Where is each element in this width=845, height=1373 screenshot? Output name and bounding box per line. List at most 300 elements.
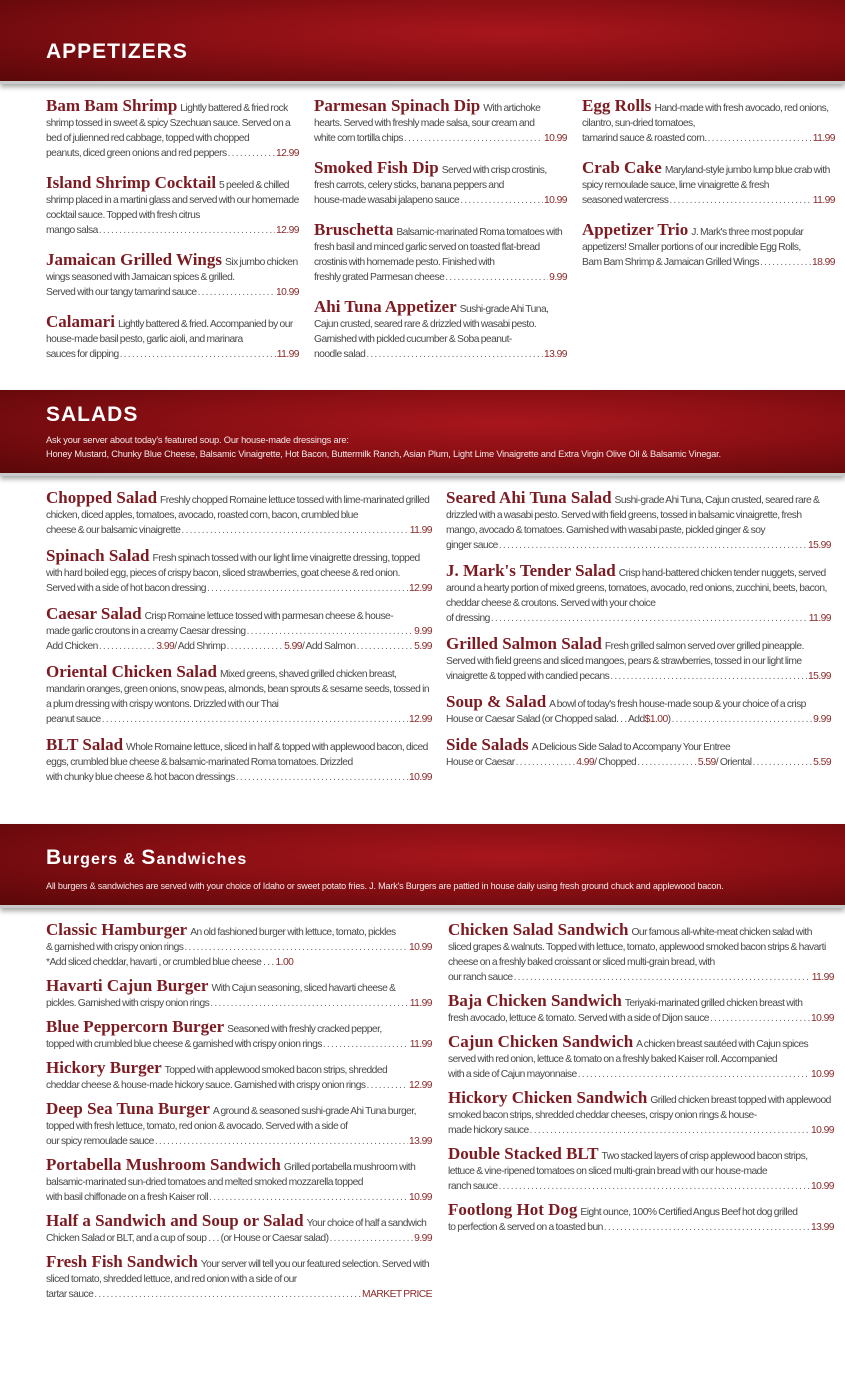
dot-leader bbox=[207, 581, 408, 596]
menu-item bbox=[582, 98, 835, 146]
item-description: Served with crisp crostinis, fresh carrots, celery sticks, banana peppers and bbox=[314, 165, 547, 191]
item-name: Havarti Cajun Burger bbox=[46, 976, 209, 995]
item-name: Bruschetta bbox=[314, 220, 394, 239]
item-text bbox=[448, 922, 834, 970]
dot-leader bbox=[760, 255, 811, 270]
menu-item bbox=[314, 222, 567, 285]
item-description-end: sauces for dipping bbox=[46, 349, 119, 360]
dot-leader bbox=[610, 669, 807, 684]
item-text bbox=[46, 1157, 432, 1190]
item-price: 12.99 bbox=[275, 148, 299, 159]
item-text bbox=[314, 98, 567, 131]
dressings-note: Honey Mustard, Chunky Blue Cheese, Balsamic Vinaigrette, Hot Bacon, Buttermilk Ranch, Asian Plum, Light Lime Vinaigrette and Extra Virgin Olive Oil & Balsamic Vinegar. bbox=[46, 449, 721, 459]
price-line bbox=[314, 193, 567, 208]
item-description-end: freshly grated Parmesan cheese bbox=[314, 272, 445, 283]
item-price: 11.99 bbox=[409, 998, 432, 1009]
dot-leader bbox=[578, 1067, 810, 1082]
item-text bbox=[46, 978, 432, 996]
price-line bbox=[46, 1078, 432, 1093]
item-text bbox=[46, 1101, 432, 1134]
item-price: 15.99 bbox=[807, 671, 831, 682]
item-description: Sushi-grade Ahi Tuna, Cajun crusted, seared rare & drizzled with wasabi pesto. Garnished with pickled cucumber & Soba peanut- bbox=[314, 304, 549, 345]
paren: ) bbox=[667, 714, 671, 725]
dot-leader bbox=[236, 770, 408, 785]
menu-item bbox=[46, 1101, 432, 1149]
item-name: BLT Salad bbox=[46, 735, 124, 754]
item-name: Spinach Salad bbox=[46, 546, 150, 565]
item-price: 10.99 bbox=[543, 195, 567, 206]
salads-col-1 bbox=[46, 490, 432, 795]
menu-item bbox=[46, 548, 432, 596]
price-line bbox=[314, 347, 567, 362]
item-description: Sushi-grade Ahi Tuna, Cajun crusted, seared rare & drizzled with a wasabi pesto. Served with field greens, tossed in balsamic vinaigrette, fresh mango, avocado & tomatoes. Garnished with wasabi paste, pickled ginger & soy bbox=[446, 495, 820, 536]
item-description-end: seasoned watercress bbox=[582, 195, 669, 206]
option-price: 5.59 bbox=[697, 757, 716, 768]
price-line bbox=[46, 940, 432, 955]
menu-item bbox=[46, 98, 299, 161]
item-description-end: Bam Bam Shrimp & Jamaican Grilled Wings bbox=[582, 257, 759, 268]
menu-item bbox=[448, 993, 834, 1026]
dot-leader bbox=[198, 285, 275, 300]
item-text bbox=[46, 606, 432, 624]
dot-leader bbox=[155, 1134, 408, 1149]
price-line bbox=[582, 193, 835, 208]
price-line bbox=[46, 1190, 432, 1205]
option-label: / Add Shrimp bbox=[174, 641, 226, 652]
burgers-col-2 bbox=[448, 922, 834, 1243]
dot-leader bbox=[228, 146, 275, 161]
price-line bbox=[46, 347, 299, 362]
menu-item bbox=[582, 222, 835, 270]
item-description: Eight ounce, 100% Certified Angus Beef hot dog grilled bbox=[580, 1207, 798, 1218]
menu-item bbox=[46, 1157, 432, 1205]
price-line bbox=[46, 1134, 432, 1149]
dot-leader bbox=[530, 1123, 810, 1138]
price-line bbox=[46, 285, 299, 300]
menu-item bbox=[448, 1034, 834, 1082]
price-line bbox=[46, 1037, 432, 1052]
item-description: A bowl of today's fresh house-made soup & your choice of a crisp bbox=[549, 699, 806, 710]
item-price: 12.99 bbox=[408, 583, 432, 594]
price-line bbox=[446, 611, 831, 626]
menu-item bbox=[46, 490, 432, 538]
item-text bbox=[446, 563, 831, 611]
item-description-end: ginger sauce bbox=[446, 540, 498, 551]
appetizers-col-3 bbox=[582, 98, 835, 284]
item-description-end: made hickory sauce bbox=[448, 1125, 529, 1136]
menu-item bbox=[448, 1090, 834, 1138]
item-description-end: cheese & our balsamic vinaigrette bbox=[46, 525, 181, 536]
item-text bbox=[448, 993, 834, 1011]
item-description: Six jumbo chicken wings seasoned with Jamaican spices & grilled. bbox=[46, 257, 298, 283]
item-name: Blue Peppercorn Burger bbox=[46, 1017, 225, 1036]
dot-leader bbox=[357, 639, 414, 654]
item-description-end: House or Caesar Salad (or Chopped salad. . . Add bbox=[446, 714, 645, 725]
item-text bbox=[446, 490, 831, 538]
dot-leader bbox=[708, 131, 812, 146]
item-price: 12.99 bbox=[408, 1080, 432, 1091]
price-line bbox=[446, 669, 831, 684]
item-text bbox=[46, 664, 432, 712]
price-line bbox=[46, 1231, 432, 1246]
item-description-end: peanut sauce bbox=[46, 714, 101, 725]
item-text bbox=[448, 1034, 834, 1067]
item-name: Bam Bam Shrimp bbox=[46, 96, 178, 115]
soup-note: Ask your server about today's featured soup. Our house-made dressings are: bbox=[46, 435, 349, 445]
item-description-end: Chicken Salad or BLT, and a cup of soup . . . (or House or Caesar salad) bbox=[46, 1233, 329, 1244]
dot-leader bbox=[102, 712, 408, 727]
options-line bbox=[46, 639, 432, 654]
item-name: Soup & Salad bbox=[446, 692, 547, 711]
item-text bbox=[46, 548, 432, 581]
item-price: 13.99 bbox=[810, 1222, 834, 1233]
menu-item bbox=[314, 98, 567, 146]
item-description-end: made garlic croutons in a creamy Caesar dressing bbox=[46, 626, 246, 637]
item-description-end: topped with crumbled blue cheese & garnished with crispy onion rings bbox=[46, 1039, 322, 1050]
menu-item bbox=[314, 160, 567, 208]
dot-leader bbox=[99, 639, 156, 654]
menu-item bbox=[314, 299, 567, 362]
item-description-end: cheddar cheese & house-made hickory sauce. Garnished with crispy onion rings bbox=[46, 1080, 366, 1091]
option-label: / Add Salmon bbox=[301, 641, 356, 652]
item-name: Grilled Salmon Salad bbox=[446, 634, 602, 653]
price-line bbox=[448, 1179, 834, 1194]
dot-leader bbox=[672, 712, 813, 727]
dot-leader bbox=[367, 1078, 408, 1093]
item-description: Grilled chicken breast topped with applewood smoked bacon strips, shredded cheddar cheeses, crispy onion rings & house- bbox=[448, 1095, 831, 1121]
price-line bbox=[448, 1123, 834, 1138]
item-text bbox=[46, 490, 432, 523]
dot-leader bbox=[516, 755, 576, 770]
dot-leader bbox=[99, 223, 275, 238]
item-description: Fresh grilled salmon served over grilled pineapple. Served with field greens and sliced mangoes, pears & strawberries, tossed in our light lime bbox=[446, 641, 804, 667]
options-line bbox=[446, 755, 831, 770]
menu-item bbox=[46, 978, 432, 1011]
item-price: 10.99 bbox=[810, 1069, 834, 1080]
item-description: Lightly battered & fried. Accompanied by our house-made basil pesto, garlic aioli, and marinara bbox=[46, 319, 293, 345]
item-name: Footlong Hot Dog bbox=[448, 1200, 578, 1219]
item-text bbox=[46, 314, 299, 347]
item-price: 10.99 bbox=[810, 1013, 834, 1024]
menu-item bbox=[446, 636, 831, 684]
item-description-end: tartar sauce bbox=[46, 1289, 94, 1300]
menu-item bbox=[446, 694, 831, 727]
item-description: Your choice of half a sandwich bbox=[306, 1218, 427, 1229]
item-price: 10.99 bbox=[810, 1125, 834, 1136]
item-description: Crisp hand-battered chicken tender nuggets, served around a hearty portion of mixed greens, tomatoes, avocado, red onions, zucchini, beets, bacon, cheddar cheese & croutons. Served with your choice bbox=[446, 568, 827, 609]
item-name: Hickory Burger bbox=[46, 1058, 162, 1077]
item-name: Half a Sandwich and Soup or Salad bbox=[46, 1211, 304, 1230]
item-description: A ground & seasoned sushi-grade Ahi Tuna burger, topped with fresh lettuce, tomato, red onion & avocado. Served with a side of bbox=[46, 1106, 416, 1132]
menu-item bbox=[46, 175, 299, 238]
item-price: 10.99 bbox=[408, 772, 432, 783]
item-text bbox=[314, 299, 567, 347]
item-text bbox=[46, 1213, 432, 1231]
item-name: Fresh Fish Sandwich bbox=[46, 1252, 198, 1271]
item-price: 11.99 bbox=[812, 195, 835, 206]
item-price: 11.99 bbox=[409, 525, 432, 536]
item-description-end: pickles. Garnished with crispy onion rings bbox=[46, 998, 210, 1009]
item-description: Fresh spinach tossed with our light lime vinaigrette dressing, topped with hard boiled egg, pieces of crispy bacon, sliced strawberries, goat cheese & red onion. bbox=[46, 553, 420, 579]
item-price: 9.99 bbox=[414, 1233, 432, 1244]
item-description-end: fresh avocado, lettuce & tomato. Served with a side of Dijon sauce bbox=[448, 1013, 709, 1024]
option-label: / Chopped bbox=[594, 757, 637, 768]
item-description: Whole Romaine lettuce, sliced in half & topped with applewood bacon, diced eggs, crumbled blue cheese & balsamic-marinated Roma tomatoes. Drizzled bbox=[46, 742, 428, 768]
item-price: 9.99 bbox=[813, 714, 831, 725]
option-price: 5.59 bbox=[813, 757, 831, 768]
item-description-end: with basil chiffonade on a fresh Kaiser roll bbox=[46, 1192, 209, 1203]
price-line bbox=[448, 970, 834, 985]
item-description: Your server will tell you our featured selection. Served with sliced tomato, shredded lettuce, and red onion with a side of our bbox=[46, 1259, 430, 1285]
addon-price: 1.00 bbox=[275, 957, 294, 968]
price-line bbox=[446, 538, 831, 553]
dot-leader bbox=[227, 639, 284, 654]
item-description-end: tamarind sauce & roasted corn. bbox=[582, 133, 707, 144]
salads-col-2 bbox=[446, 490, 831, 780]
price-line bbox=[46, 223, 299, 238]
menu-item bbox=[46, 252, 299, 300]
item-description-end: Served with our tangy tamarind sauce bbox=[46, 287, 197, 298]
item-description-end: mango salsa bbox=[46, 225, 98, 236]
dot-leader bbox=[184, 940, 408, 955]
item-description: A Delicious Side Salad to Accompany Your Entree bbox=[531, 742, 731, 753]
price-line bbox=[448, 1067, 834, 1082]
price-line bbox=[582, 255, 835, 270]
item-text bbox=[46, 1254, 432, 1287]
item-name: Portabella Mushroom Sandwich bbox=[46, 1155, 281, 1174]
dot-leader bbox=[669, 193, 811, 208]
appetizers-col-1 bbox=[46, 98, 299, 376]
section-title: Burgers & Sandwiches bbox=[46, 846, 248, 869]
price-line bbox=[446, 712, 831, 727]
item-price: 10.99 bbox=[408, 942, 432, 953]
item-name: Island Shrimp Cocktail bbox=[46, 173, 217, 192]
dot-leader bbox=[460, 193, 543, 208]
item-text bbox=[448, 1146, 834, 1179]
item-price: 13.99 bbox=[408, 1136, 432, 1147]
option-label: Add Chicken bbox=[46, 641, 98, 652]
item-text bbox=[582, 160, 835, 193]
item-text bbox=[46, 737, 432, 770]
item-price: 10.99 bbox=[275, 287, 299, 298]
item-name: Seared Ahi Tuna Salad bbox=[446, 488, 612, 507]
option-price: 5.99 bbox=[284, 641, 302, 652]
section-title: SALADS bbox=[46, 403, 139, 426]
item-description-end: house-made wasabi jalapeno sauce bbox=[314, 195, 460, 206]
menu-item bbox=[46, 1019, 432, 1052]
item-description: Lightly battered & fried rock shrimp tossed in sweet & spicy Szechuan sauce. Served on a bed of julienned red cabbage, topped with chopped bbox=[46, 103, 291, 144]
dot-leader bbox=[499, 538, 807, 553]
dot-leader bbox=[491, 611, 808, 626]
price-line bbox=[314, 270, 567, 285]
price-line bbox=[46, 581, 432, 596]
burgers-banner bbox=[0, 824, 845, 908]
item-text bbox=[46, 922, 432, 940]
item-description: Mixed greens, shaved grilled chicken breast, mandarin oranges, green onions, snow peas, almonds, bean sprouts & sesame seeds, tossed in a plum dressing with crispy wontons. Drizzled with our Thai bbox=[46, 669, 430, 710]
item-text bbox=[46, 175, 299, 223]
item-name: Chicken Salad Sandwich bbox=[448, 920, 629, 939]
menu-item bbox=[46, 737, 432, 785]
option-label: House or Caesar bbox=[446, 757, 515, 768]
item-name: Parmesan Spinach Dip bbox=[314, 96, 481, 115]
price-line bbox=[46, 712, 432, 727]
price-line bbox=[46, 624, 432, 639]
dot-leader bbox=[604, 1220, 810, 1235]
menu-item bbox=[46, 664, 432, 727]
item-description: A chicken breast sautéed with Cajun spices served with red onion, lettuce & tomato on a freshly baked Kaiser roll. Accompanied bbox=[448, 1039, 809, 1065]
item-name: Side Salads bbox=[446, 735, 529, 754]
item-price: 11.99 bbox=[276, 349, 299, 360]
dot-leader bbox=[404, 131, 543, 146]
item-description-end: vinaigrette & topped with candied pecans bbox=[446, 671, 610, 682]
appetizers-col-2 bbox=[314, 98, 567, 376]
menu-item bbox=[446, 563, 831, 626]
item-name: Caesar Salad bbox=[46, 604, 142, 623]
price-line bbox=[46, 770, 432, 785]
dot-leader bbox=[94, 1287, 361, 1302]
item-description-end: our ranch sauce bbox=[448, 972, 513, 983]
salads-banner bbox=[0, 390, 845, 476]
menu-item bbox=[46, 1060, 432, 1093]
price-line bbox=[448, 1220, 834, 1235]
item-text bbox=[448, 1202, 834, 1220]
item-description-end: to perfection & served on a toasted bun bbox=[448, 1222, 603, 1233]
item-description: Our famous all-white-meat chicken salad with sliced grapes & walnuts. Topped with lettuce, tomato, applewood smoked bacon strips & havarti cheese on a freshly baked croissant or sliced multi-grain bread, with bbox=[448, 927, 826, 968]
dot-leader bbox=[499, 1179, 810, 1194]
item-name: Chopped Salad bbox=[46, 488, 158, 507]
item-description: 5 peeled & chilled shrimp placed in a martini glass and served with our homemade cocktail sauce. Topped with fresh citrus bbox=[46, 180, 299, 221]
item-description: With Cajun seasoning, sliced havarti cheese & bbox=[211, 983, 396, 994]
item-description: Maryland-style jumbo lump blue crab with spicy remoulade sauce, lime vinaigrette & fresh bbox=[582, 165, 830, 191]
item-price: 9.99 bbox=[549, 272, 567, 283]
appetizers-banner bbox=[0, 0, 845, 84]
item-description-end: peanuts, diced green onions and red peppers bbox=[46, 148, 227, 159]
burgers-col-1 bbox=[46, 922, 432, 1310]
item-text bbox=[314, 222, 567, 270]
item-description-end: our spicy remoulade sauce bbox=[46, 1136, 154, 1147]
item-name: Smoked Fish Dip bbox=[314, 158, 439, 177]
item-name: Egg Rolls bbox=[582, 96, 652, 115]
item-price: MARKET PRICE bbox=[362, 1289, 432, 1300]
item-name: J. Mark's Tender Salad bbox=[446, 561, 616, 580]
price-line bbox=[46, 996, 432, 1011]
item-name: Deep Sea Tuna Burger bbox=[46, 1099, 210, 1118]
item-description: Seasoned with freshly cracked pepper, bbox=[227, 1024, 382, 1035]
dot-leader bbox=[637, 755, 697, 770]
dot-leader bbox=[710, 1011, 810, 1026]
item-text bbox=[314, 160, 567, 193]
item-description-end: noodle salad bbox=[314, 349, 366, 360]
item-text bbox=[46, 98, 299, 146]
item-name: Classic Hamburger bbox=[46, 920, 188, 939]
menu-item bbox=[448, 1202, 834, 1235]
item-description-end: with chunky blue cheese & hot bacon dressings bbox=[46, 772, 235, 783]
item-price: 10.99 bbox=[408, 1192, 432, 1203]
item-price: 11.99 bbox=[811, 972, 834, 983]
burgers-note: All burgers & sandwiches are served with your choice of Idaho or sweet potato fries. J. Mark's Burgers are pattied in house daily using fresh ground chuck and applewood bacon. bbox=[46, 881, 724, 891]
menu-item bbox=[46, 922, 432, 970]
item-description: An old fashioned burger with lettuce, tomato, pickles bbox=[190, 927, 396, 938]
dot-leader bbox=[329, 1231, 413, 1246]
item-name: Ahi Tuna Appetizer bbox=[314, 297, 457, 316]
item-price: 9.99 bbox=[414, 626, 432, 637]
item-name: Cajun Chicken Sandwich bbox=[448, 1032, 634, 1051]
item-description-end: & garnished with crispy onion rings bbox=[46, 942, 184, 953]
menu-item bbox=[46, 314, 299, 362]
item-text bbox=[448, 1090, 834, 1123]
menu-item bbox=[448, 1146, 834, 1194]
item-price: 11.99 bbox=[812, 133, 835, 144]
option-price: 3.99 bbox=[156, 641, 175, 652]
item-name: Baja Chicken Sandwich bbox=[448, 991, 622, 1010]
item-price: 10.99 bbox=[810, 1181, 834, 1192]
dot-leader bbox=[247, 624, 414, 639]
item-text bbox=[446, 694, 831, 712]
dot-leader bbox=[366, 347, 543, 362]
price-line bbox=[46, 1287, 432, 1302]
dot-leader bbox=[752, 755, 812, 770]
option-price: 4.99 bbox=[576, 757, 595, 768]
price-line bbox=[46, 523, 432, 538]
dot-leader bbox=[210, 996, 408, 1011]
item-description-end: ranch sauce bbox=[448, 1181, 498, 1192]
dot-leader bbox=[514, 970, 811, 985]
item-description-end: of dressing bbox=[446, 613, 490, 624]
item-description: Teriyaki-marinated grilled chicken breast with bbox=[624, 998, 803, 1009]
item-price: 11.99 bbox=[808, 613, 831, 624]
price-line bbox=[314, 131, 567, 146]
item-description: Two stacked layers of crisp applewood bacon strips, lettuce & vine-ripened tomatoes on sliced multi-grain bread with our house-made bbox=[448, 1151, 808, 1177]
item-name: Jamaican Grilled Wings bbox=[46, 250, 223, 269]
item-description-end: white corn tortilla chips bbox=[314, 133, 403, 144]
dot-leader bbox=[120, 347, 276, 362]
item-name: Oriental Chicken Salad bbox=[46, 662, 217, 681]
item-price: 15.99 bbox=[807, 540, 831, 551]
item-text bbox=[446, 737, 831, 755]
dot-leader bbox=[181, 523, 408, 538]
item-text bbox=[582, 98, 835, 131]
item-description: With artichoke hearts. Served with freshly made salsa, sour cream and bbox=[314, 103, 541, 129]
item-description: Hand-made with fresh avocado, red onions, cilantro, sun-dried tomatoes, bbox=[582, 103, 829, 129]
price-line bbox=[582, 131, 835, 146]
menu-item bbox=[582, 160, 835, 208]
item-name: Calamari bbox=[46, 312, 115, 331]
item-price: 13.99 bbox=[543, 349, 567, 360]
item-description: Grilled portabella mushroom with balsamic-marinated sun-dried tomatoes and melted smoked mozzarella topped bbox=[46, 1162, 416, 1188]
item-description-end: Served with a side of hot bacon dressing bbox=[46, 583, 206, 594]
price-line bbox=[448, 1011, 834, 1026]
item-name: Hickory Chicken Sandwich bbox=[448, 1088, 648, 1107]
item-price: 18.99 bbox=[811, 257, 835, 268]
menu-item bbox=[46, 606, 432, 654]
item-price: 12.99 bbox=[408, 714, 432, 725]
section-title: APPETIZERS bbox=[46, 40, 188, 63]
addon-text: *Add sliced cheddar, havarti , or crumbled blue cheese . . . bbox=[46, 957, 274, 968]
dot-leader bbox=[445, 270, 548, 285]
menu-item bbox=[46, 1213, 432, 1246]
item-price: 11.99 bbox=[409, 1039, 432, 1050]
surcharge: $1.00 bbox=[644, 714, 668, 725]
item-description: Balsamic-marinated Roma tomatoes with fresh basil and minced garlic served on toasted flat-bread crostinis with homemade pesto. Finished with bbox=[314, 227, 563, 268]
item-price: 10.99 bbox=[543, 133, 567, 144]
item-text bbox=[446, 636, 831, 669]
item-description: Freshly chopped Romaine lettuce tossed with lime-marinated grilled chicken, diced apples, tomatoes, avocado, roasted corn, bacon, crumbled blue bbox=[46, 495, 430, 521]
dot-leader bbox=[209, 1190, 408, 1205]
item-name: Crab Cake bbox=[582, 158, 662, 177]
item-description-end: with a side of Cajun mayonnaise bbox=[448, 1069, 577, 1080]
item-description: Topped with applewood smoked bacon strips, shredded bbox=[164, 1065, 388, 1076]
menu-item bbox=[446, 737, 831, 770]
